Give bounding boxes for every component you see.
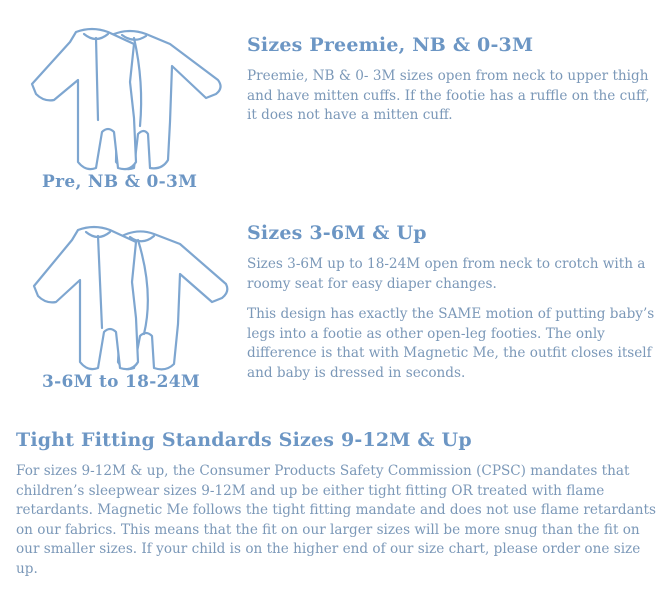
footie-illustration-3-6m xyxy=(22,222,232,372)
footie-front-outline xyxy=(32,29,136,169)
section2-body-text-1: Sizes 3-6M up to 18-24M open from neck to crotch with a roomy seat for easy diaper changes. xyxy=(247,256,646,292)
section2-body-text-2: This design has exactly the SAME motion of putting baby’s legs into a footie as other open-leg footies. The only difference is that with Magnetic Me, the outfit closes itself and baby is dressed in seconds. xyxy=(247,306,655,381)
section3-body-text: For sizes 9-12M & up, the Consumer Products Safety Commission (CPSC) mandates that children’s sleepwear sizes 9-12M and up be either tight fitting OR treated with flame retardants. Magnetic Me follows the tight fitting mandate and does not use flame retardants on our fabrics. This means that the fit on our larger sizes will be more snug than the fit on our smaller sizes. If your child is on the higher end of our size chart, please order one size up. xyxy=(16,463,656,577)
section3-body xyxy=(16,462,656,579)
section1-body-text: Preemie, NB & 0- 3M sizes open from neck to upper thigh and have mitten cuffs. If the footie has a ruffle on the cuff, it does not have a mitten cuff. xyxy=(247,68,650,123)
section2-heading: Sizes 3-6M & Up xyxy=(247,222,427,244)
footie-front-outline xyxy=(34,227,138,369)
section2-caption: 3-6M to 18-24M xyxy=(42,372,200,392)
section2-body xyxy=(247,255,659,383)
section3-heading: Tight Fitting Standards Sizes 9-12M & Up xyxy=(16,429,472,451)
section1-heading: Sizes Preemie, NB & 0-3M xyxy=(247,34,534,56)
section1-body xyxy=(247,67,659,126)
footie-illustration-preemie xyxy=(22,22,232,172)
section1-caption: Pre, NB & 0-3M xyxy=(42,172,198,192)
